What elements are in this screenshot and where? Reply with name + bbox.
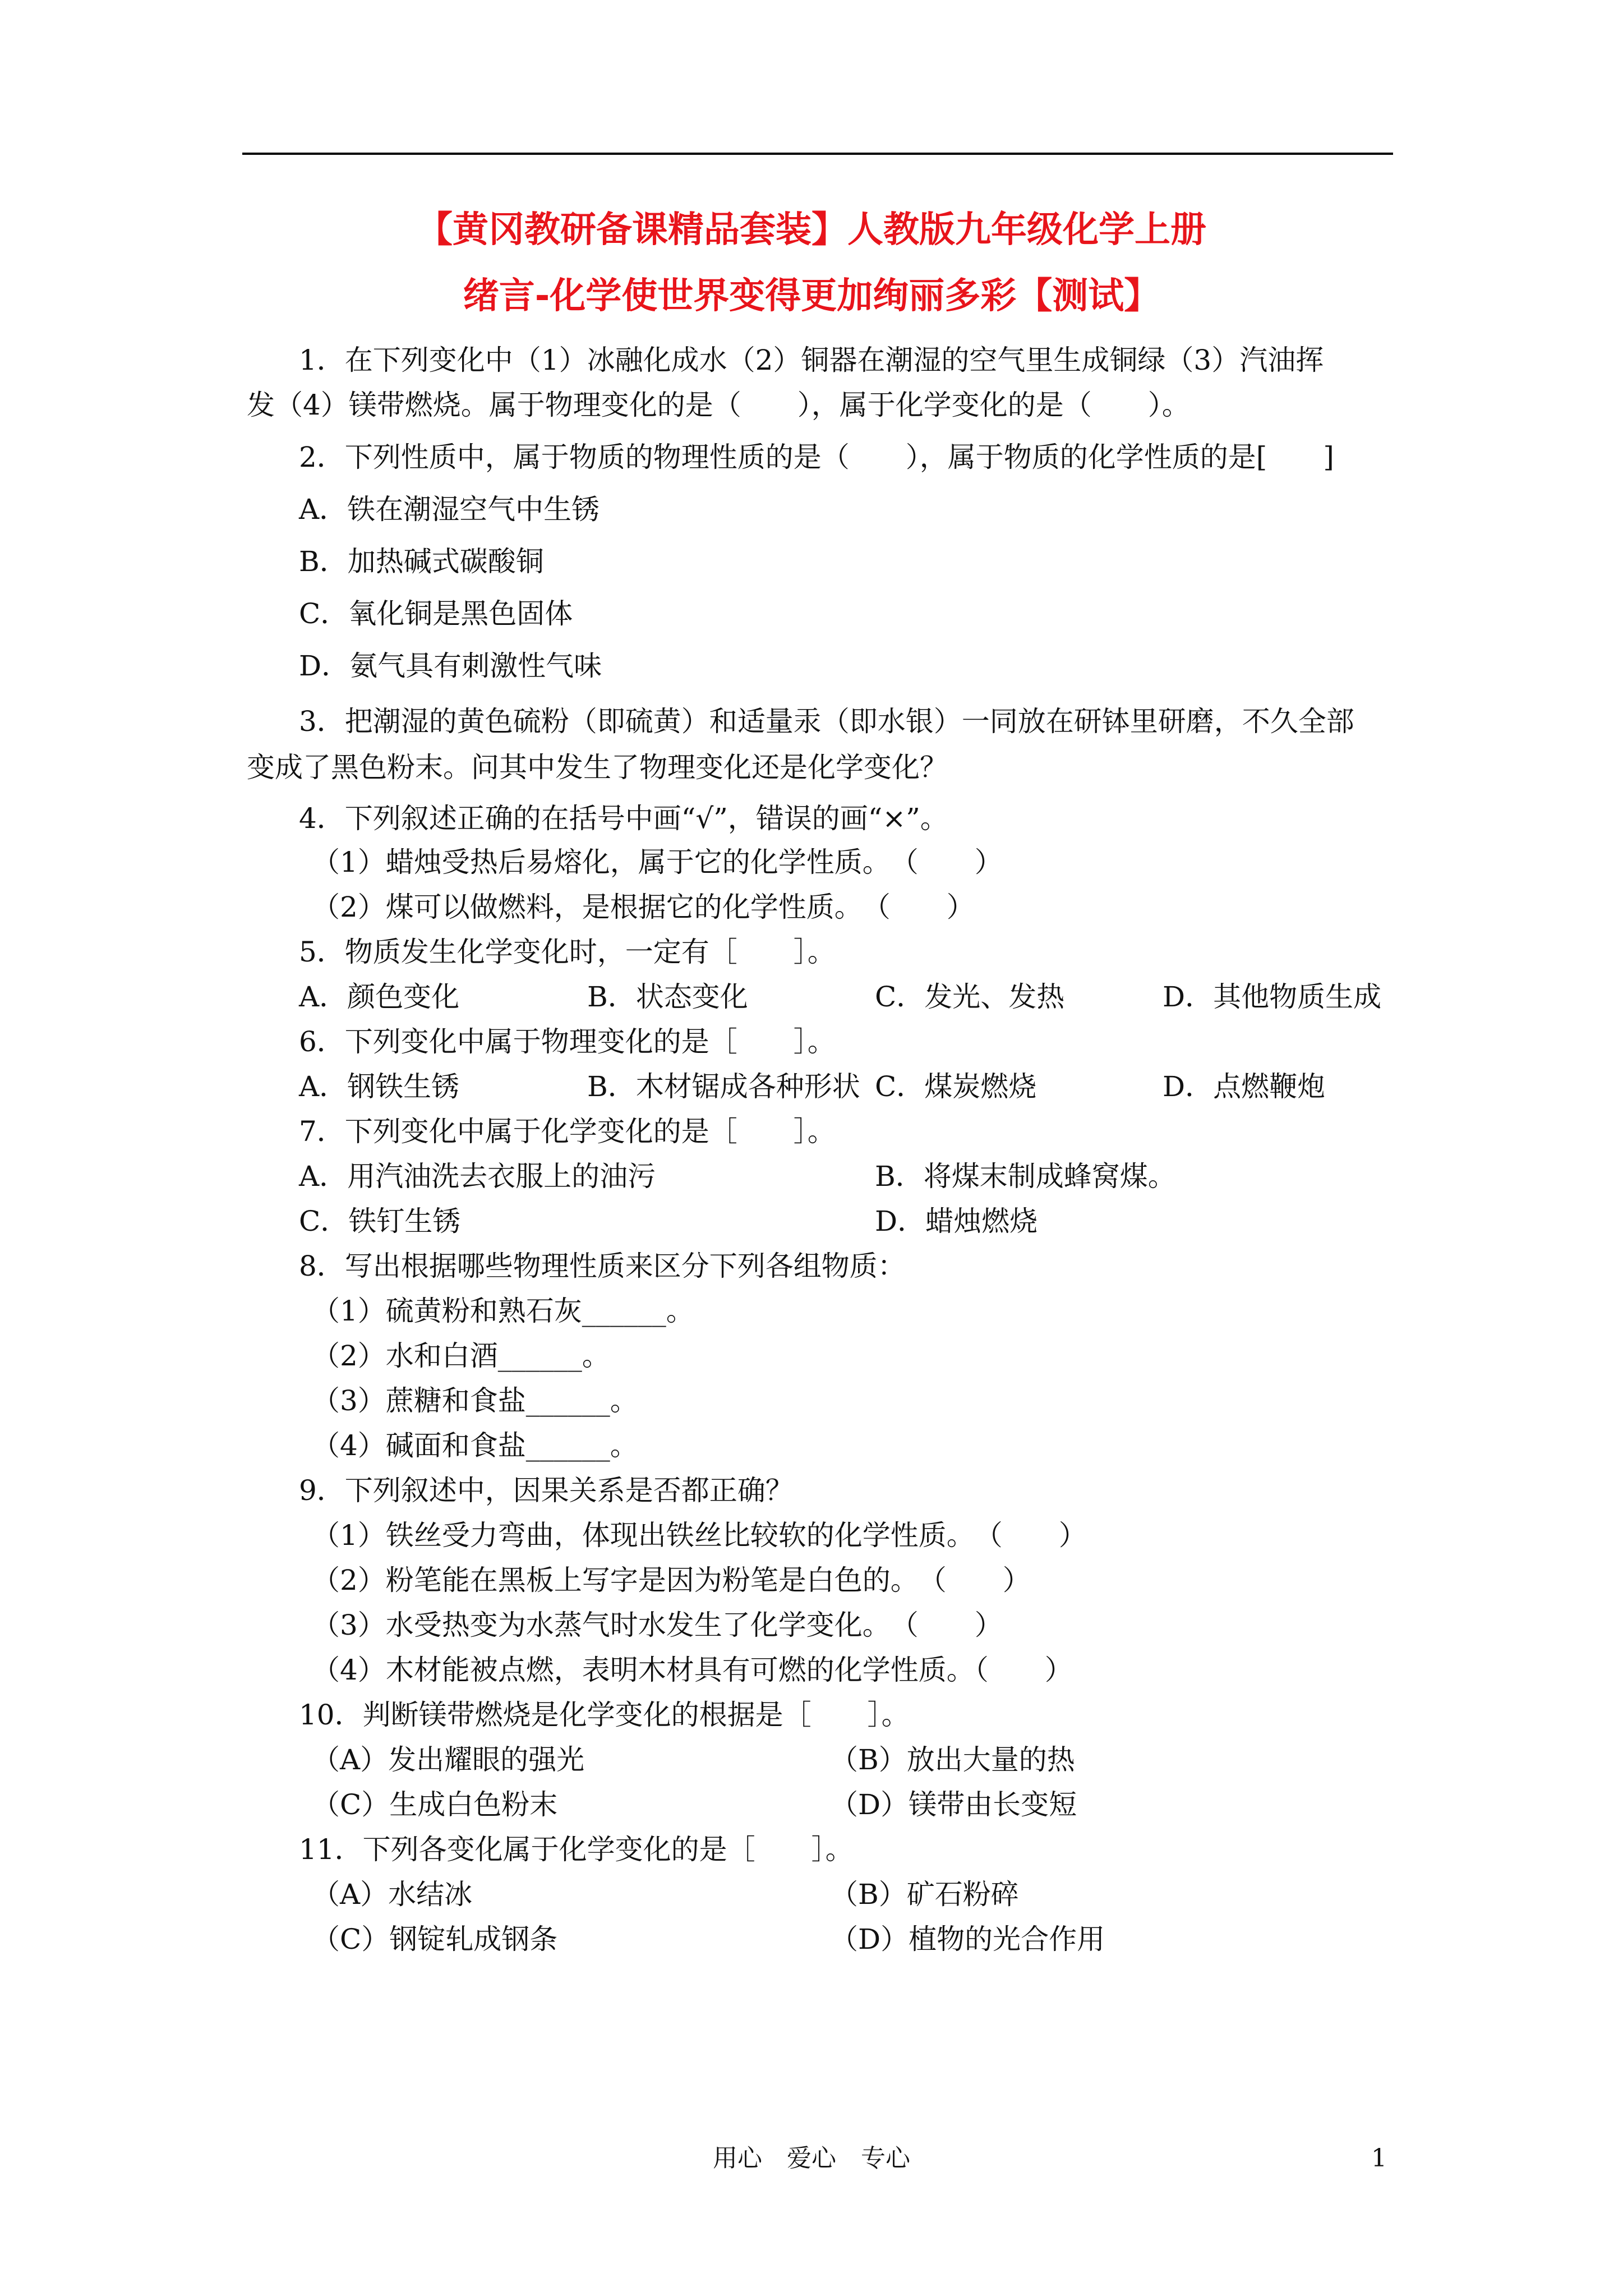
question-9-item-2: （2）粉笔能在黑板上写字是因为粉笔是白色的。 （ ） <box>312 1564 1031 1596</box>
question-10-option-b: （B）放出大量的热 <box>830 1743 1075 1776</box>
question-5-option-a: A．颜色变化 <box>299 981 460 1013</box>
question-8-item-2: （2）水和白酒______。 <box>312 1340 610 1372</box>
question-9-item-4: （4）木材能被点燃，表明木材具有可燃的化学性质。（ ） <box>312 1654 1073 1686</box>
question-8-item-1: （1）硫黄粉和熟石灰______。 <box>312 1295 694 1327</box>
question-3-line-2: 变成了黑色粉末。问其中发生了物理变化还是化学变化？ <box>247 751 948 784</box>
question-10-option-c: （C）生成白色粉末 <box>312 1788 558 1821</box>
question-2-option-b: B．加热碱式碳酸铜 <box>299 545 544 578</box>
question-5-option-b: B．状态变化 <box>587 981 748 1013</box>
question-8-stem: 8．写出根据哪些物理性质来区分下列各组物质： <box>299 1250 906 1282</box>
question-7-option-a: A．用汽油洗去衣服上的油污 <box>299 1160 656 1193</box>
question-3-line-1: 3．把潮湿的黄色硫粉（即硫黄）和适量汞（即水银）一同放在研钵里研磨，不久全部 <box>299 705 1354 738</box>
question-1-line-2: 发（4）镁带燃烧。属于物理变化的是（ ），属于化学变化的是（ ）。 <box>247 389 1190 421</box>
question-11-option-a: （A）水结冰 <box>312 1878 473 1911</box>
question-5-option-c: C．发光、发热 <box>875 981 1065 1013</box>
question-7-option-c: C．铁钉生锈 <box>299 1205 461 1237</box>
question-9-item-3: （3）水受热变为水蒸气时水发生了化学变化。 （ ） <box>312 1609 1003 1641</box>
question-4-item-2: （2）煤可以做燃料，是根据它的化学性质。 （ ） <box>312 891 975 923</box>
question-6-option-d: D．点燃鞭炮 <box>1163 1070 1326 1103</box>
question-2-option-a: A．铁在潮湿空气中生锈 <box>299 493 600 526</box>
question-6-stem: 6．下列变化中属于物理变化的是［ ］。 <box>299 1025 836 1058</box>
question-5-option-d: D．其他物质生成 <box>1163 981 1382 1013</box>
question-11-stem: 11．下列各变化属于化学变化的是［ ］。 <box>299 1833 854 1866</box>
document-subtitle: 绪言-化学使世界变得更加绚丽多彩【测试】 <box>463 275 1160 317</box>
question-2-option-d: D．氨气具有刺激性气味 <box>299 650 602 682</box>
question-9-stem: 9．下列叙述中，因果关系是否都正确？ <box>299 1474 794 1507</box>
header-rule <box>242 153 1393 155</box>
question-10-option-a: （A）发出耀眼的强光 <box>312 1743 585 1776</box>
question-1-line-1: 1．在下列变化中（1）冰融化成水（2）铜器在潮湿的空气里生成铜绿（3）汽油挥 <box>299 344 1324 376</box>
question-11-option-c: （C）钢锭轧成钢条 <box>312 1923 558 1955</box>
question-11-option-d: （D）植物的光合作用 <box>830 1923 1105 1955</box>
question-4-item-1: （1）蜡烛受热后易熔化，属于它的化学性质。 （ ） <box>312 846 1003 878</box>
question-9-item-1: （1）铁丝受力弯曲，体现出铁丝比较软的化学性质。 （ ） <box>312 1519 1087 1552</box>
document-title: 【黄冈教研备课精品套装】人教版九年级化学上册 <box>417 209 1206 251</box>
page-number: 1 <box>1371 2144 1387 2173</box>
question-4-stem: 4．下列叙述正确的在括号中画“√”，错误的画“×”。 <box>299 802 948 835</box>
question-2-option-c: C．氧化铜是黑色固体 <box>299 597 573 630</box>
question-11-option-b: （B）矿石粉碎 <box>830 1878 1019 1911</box>
footer-motto: 用心 爱心 专心 <box>713 2144 910 2173</box>
question-7-option-d: D．蜡烛燃烧 <box>875 1205 1038 1237</box>
question-6-option-b: B．木材锯成各种形状 <box>587 1070 860 1103</box>
question-6-option-c: C．煤炭燃烧 <box>875 1070 1037 1103</box>
question-5-stem: 5．物质发生化学变化时，一定有［ ］。 <box>299 936 836 968</box>
question-7-option-b: B．将煤末制成蜂窝煤。 <box>875 1160 1176 1193</box>
question-10-option-d: （D）镁带由长变短 <box>830 1788 1077 1821</box>
question-7-stem: 7．下列变化中属于化学变化的是［ ］。 <box>299 1115 836 1148</box>
question-8-item-4: （4）碱面和食盐______。 <box>312 1429 638 1462</box>
question-10-stem: 10．判断镁带燃烧是化学变化的根据是［ ］。 <box>299 1699 910 1731</box>
question-2-stem: 2．下列性质中，属于物质的物理性质的是（ ），属于物质的化学性质的是[ ] <box>299 441 1334 473</box>
question-8-item-3: （3）蔗糖和食盐______。 <box>312 1384 638 1417</box>
question-6-option-a: A．钢铁生锈 <box>299 1070 460 1103</box>
